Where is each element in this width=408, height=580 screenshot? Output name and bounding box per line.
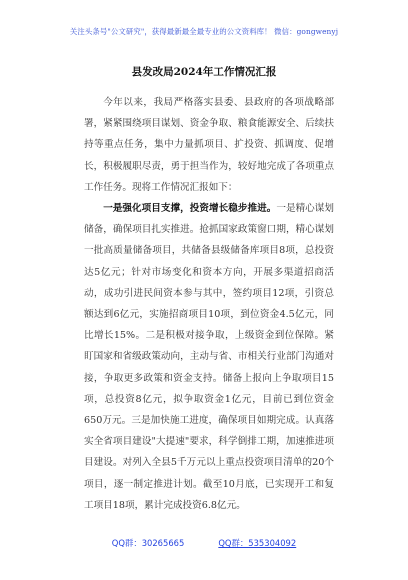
- footer-contacts: [0, 537, 408, 549]
- section-1-body: 一是精心谋划储备，确保项目扎实推进。抢抓国家政策窗口期，精心谋划一批高质量储备项目，共储备县级储备库项目8项，总投资达5亿元；针对市场变化和资本方向，开展多渠道招商活动，成功引进民间资本参与其中，签约项目12项，引资总额达到6亿元，实施招商项目10项，到位资金4.5亿元，同比增长15%。二是积极对接争取，上级资金到位保障。紧盯国家和省级政策动向，主动与省、市相关行业部门沟通对接，争取更多政策和资金支持。储备上报向上争取项目15项，总投资8亿元，拟争取资金1亿元，目前已到位资金650万元。三是加快施工进度，确保项目如期完成。认真落实全省项目建设"大提速"要求，科学倒排工期，加速推进项目建设。对列入全县5千万元以上重点投资项目清单的20个项目，逐一制定推进计划。截至10月底，已实现开工和复工项目18项，累计完成投资6.8亿元。: [84, 203, 335, 511]
- document-title: 县发改局2024年工作情况汇报: [131, 66, 277, 78]
- footer-qq-group-1: QQ群：30265665: [111, 538, 185, 548]
- section-1-paragraph: [84, 198, 334, 516]
- document-body: [84, 92, 334, 516]
- footer-qq-group-2: QQ群：535304092: [218, 538, 297, 548]
- section-1-lead: 一是强化项目支撑，投资增长稳步推进。: [103, 203, 277, 215]
- intro-paragraph: 今年以来，我局严格落实县委、县政府的各项战略部署，紧紧围绕项目谋划、资金争取、粮食能源安全、后续扶持等重点任务，集中力量抓项目、扩投资、抓调度、促增长，积极履职尽责，勇于担当作为，较好地完成了各项重点工作任务。现将工作情况汇报如下：: [84, 97, 334, 193]
- promo-banner: 关注头条号"公文研究"，获得最新最全最专业的公文资料库！ 微信：gongwenyj: [69, 27, 339, 36]
